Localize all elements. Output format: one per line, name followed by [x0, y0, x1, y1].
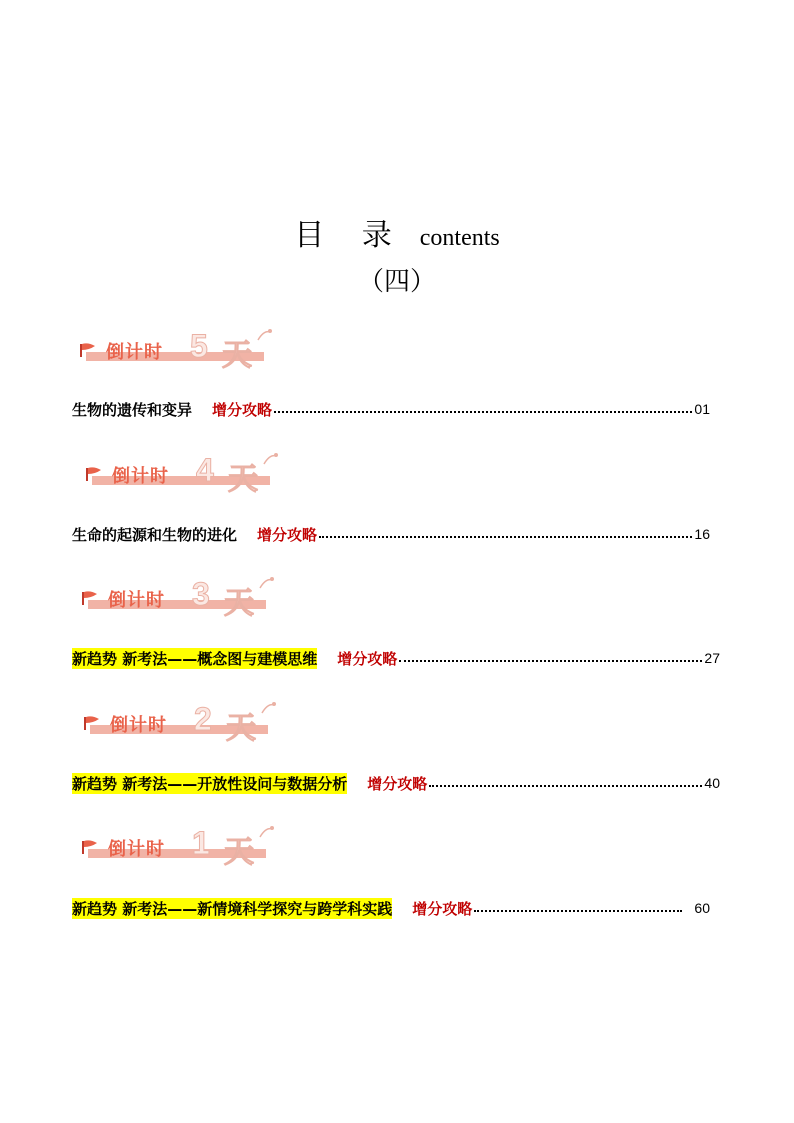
- toc-page-number: 40: [704, 775, 720, 791]
- title-english: contents: [419, 225, 500, 251]
- toc-entry-4[interactable]: [72, 771, 720, 795]
- sparkle-icon: [258, 699, 278, 719]
- toc-leader-dots: [429, 773, 702, 787]
- banner-label: 倒计时: [108, 839, 165, 860]
- banner-label: 倒计时: [106, 342, 163, 363]
- banner-number: 4: [196, 452, 214, 488]
- toc-topic: 新趋势 新考法——开放性设问与数据分析: [72, 774, 348, 793]
- toc-topic: 生命的起源和生物的进化: [72, 525, 238, 544]
- toc-leader-dots: [474, 898, 682, 912]
- flag-icon: [82, 715, 102, 731]
- banner-label: 倒计时: [112, 466, 169, 487]
- banner-label: 倒计时: [108, 590, 165, 611]
- countdown-banner-2: [82, 699, 282, 746]
- flag-icon: [78, 342, 98, 358]
- countdown-banner-3: [80, 574, 280, 621]
- toc-page-number: 16: [694, 526, 710, 542]
- toc-page-number: 01: [694, 401, 710, 417]
- banner-day: 天: [224, 835, 254, 870]
- toc-entry-1[interactable]: [72, 397, 710, 421]
- banner-day: 天: [228, 462, 258, 497]
- toc-entry-5[interactable]: [72, 896, 710, 920]
- sparkle-icon: [260, 450, 280, 470]
- banner-number: 1: [192, 825, 210, 861]
- title-chinese: 目 录: [294, 218, 406, 253]
- page-title: [0, 218, 794, 256]
- sparkle-icon: [254, 326, 274, 346]
- toc-entry-2[interactable]: [72, 522, 710, 546]
- flag-icon: [80, 839, 100, 855]
- toc-topic: 新趋势 新考法——新情境科学探究与跨学科实践: [72, 899, 393, 918]
- toc-page-number: 60: [694, 900, 710, 916]
- toc-page-number: 27: [704, 650, 720, 666]
- banner-label: 倒计时: [110, 715, 167, 736]
- volume-label: （四）: [357, 267, 436, 297]
- toc-tag: 增分攻略: [412, 899, 473, 918]
- sparkle-icon: [256, 574, 276, 594]
- flag-icon: [80, 590, 100, 606]
- toc-topic: 新趋势 新考法——概念图与建模思维: [72, 649, 318, 668]
- toc-topic: 生物的遗传和变异: [72, 400, 193, 419]
- toc-entry-3[interactable]: [72, 646, 720, 670]
- toc-tag: 增分攻略: [257, 525, 318, 544]
- toc-tag: 增分攻略: [337, 649, 398, 668]
- countdown-banner-5: [78, 326, 278, 373]
- toc-tag: 增分攻略: [212, 400, 273, 419]
- toc-leader-dots: [274, 399, 692, 413]
- banner-number: 3: [192, 576, 210, 612]
- banner-day: 天: [224, 586, 254, 621]
- countdown-banner-1: [80, 823, 280, 870]
- toc-leader-dots: [399, 648, 702, 662]
- countdown-banner-4: [84, 450, 284, 497]
- banner-day: 天: [226, 711, 256, 746]
- toc-tag: 增分攻略: [367, 774, 428, 793]
- banner-number: 5: [190, 328, 208, 364]
- banner-number: 2: [194, 701, 212, 737]
- banner-day: 天: [222, 338, 252, 373]
- sparkle-icon: [256, 823, 276, 843]
- flag-icon: [84, 466, 104, 482]
- toc-leader-dots: [319, 524, 692, 538]
